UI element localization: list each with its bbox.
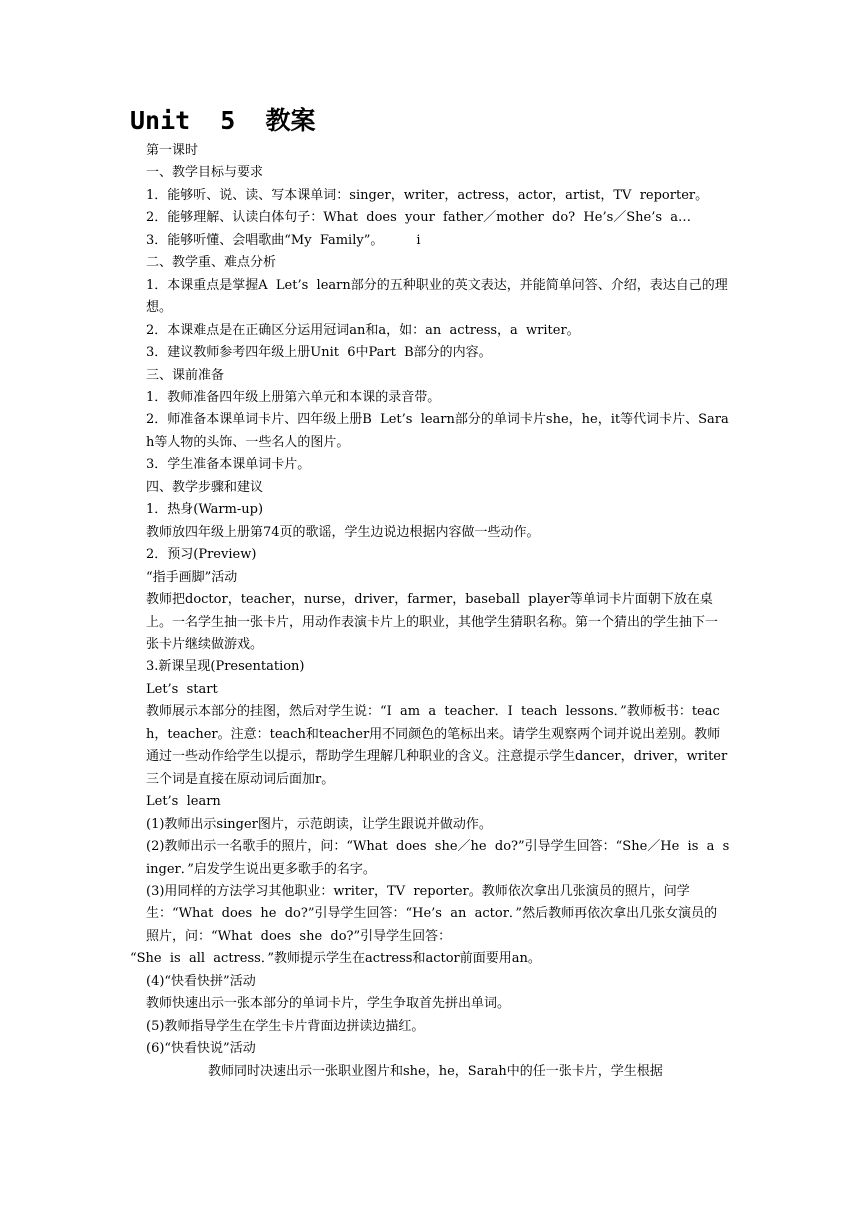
learn-step-1: (1)教师出示singer图片，示范朗读，让学生跟说并做动作。 — [146, 816, 492, 832]
key-point-1: 1．本课重点是掌握A Let’s learn部分的五种职业的英文表达，并能简单问答、介绍，表达自己的理想。 — [146, 277, 728, 316]
key-point-3: 3．建议教师参考四年级上册Unit 6中Part B部分的内容。 — [146, 345, 492, 361]
step-preview: 2．预习(Preview) — [146, 547, 257, 563]
paragraph: 教师把doctor，teacher，nurse，driver，farmer，baseball player等单词卡片面朝下放在桌上。一名学生抽一张卡片，用动作表演卡片上的职业，其他学生猜职名称。第一个猜出的学生抽下一张卡片继续做游戏。 — [146, 592, 719, 652]
section-heading-preparation: 三、课前准备 — [146, 367, 225, 383]
learn-step-3: (3)用同样的方法学习其他职业：writer，TV reporter。教师依次拿出几张演员的照片，问学生：“What does he do?”引导学生回答：“He’s an actor．”然后教师再依次拿出几张女演员的照片，问：“What does she do?”引导学生回答： — [146, 883, 718, 944]
key-point-2: 2．本课难点是在正确区分运用冠词an和a，如：an actress，a writer。 — [146, 322, 580, 338]
preparation-item-3: 3．学生准备本课单词卡片。 — [146, 457, 311, 473]
paragraph: “She is all actress．”教师提示学生在actress和actor前面要用an。 — [130, 951, 541, 967]
learn-step-4: (4)“快看快拼”活动 — [146, 973, 256, 989]
section-heading-key-points: 二、教学重、难点分析 — [146, 255, 277, 271]
paragraph: 教师同时决速出示一张职业图片和she，he，Sarah中的任一张卡片，学生根据 — [208, 1063, 663, 1079]
document-body — [130, 140, 730, 1083]
subheading-lets-start: Let’s start — [146, 681, 218, 697]
document-title: Unit 5 教案 — [130, 106, 316, 135]
goal-item-1: 1．能够听、说、读、写本课单词：singer，writer，actress，actor，artist，TV reporter。 — [146, 187, 709, 203]
paragraph: 教师快速出示一张本部分的单词卡片，学生争取首先拼出单词。 — [146, 996, 511, 1012]
activity-heading: “指手画脚”活动 — [146, 569, 238, 585]
goal-item-3: 3．能够听懂、会唱歌曲“My Family”。 i — [146, 232, 421, 248]
step-warm-up: 1．热身(Warm-up) — [146, 502, 264, 518]
learn-step-5: (5)教师指导学生在学生卡片背面边拼读边描红。 — [146, 1018, 425, 1034]
paragraph: 教师展示本部分的挂图，然后对学生说：“I am a teacher．I teach lessons．”教师板书：teach，teacher。注意：teach和teacher用不同颜色的笔标出来。请学生观察两个词并说出差别。教师通过一些动作给学生以提示，帮助学生理解几种职业的含义。注意提示学生dancer，driver，writer三个词是直接在原动词后面加r。 — [146, 704, 728, 787]
learn-step-2: (2)教师出示一名歌手的照片，问：“What does she／he do?”引导学生回答：“She／He is a singer．”启发学生说出更多歌手的名字。 — [146, 839, 730, 877]
section-heading-goals: 一、教学目标与要求 — [146, 165, 264, 181]
lesson-heading: 第一课时 — [146, 143, 199, 158]
paragraph: 教师放四年级上册第74页的歌谣，学生边说边根据内容做一些动作。 — [146, 524, 540, 540]
learn-step-6: (6)“快看快说”活动 — [146, 1041, 256, 1057]
section-heading-steps: 四、教学步骤和建议 — [146, 479, 264, 495]
subheading-lets-learn: Let’s learn — [146, 794, 221, 810]
step-presentation: 3.新课呈现(Presentation) — [146, 659, 305, 675]
preparation-item-1: 1．教师准备四年级上册第六单元和本课的录音带。 — [146, 389, 441, 405]
goal-item-2: 2．能够理解、认读白体句子：What does your father／mother do? He’s／She’s a… — [146, 210, 692, 226]
preparation-item-2: 2．师准备本课单词卡片、四年级上册B Let’s learn部分的单词卡片she，he，it等代词卡片、Sarah等人物的头饰、一些名人的图片。 — [146, 412, 729, 450]
